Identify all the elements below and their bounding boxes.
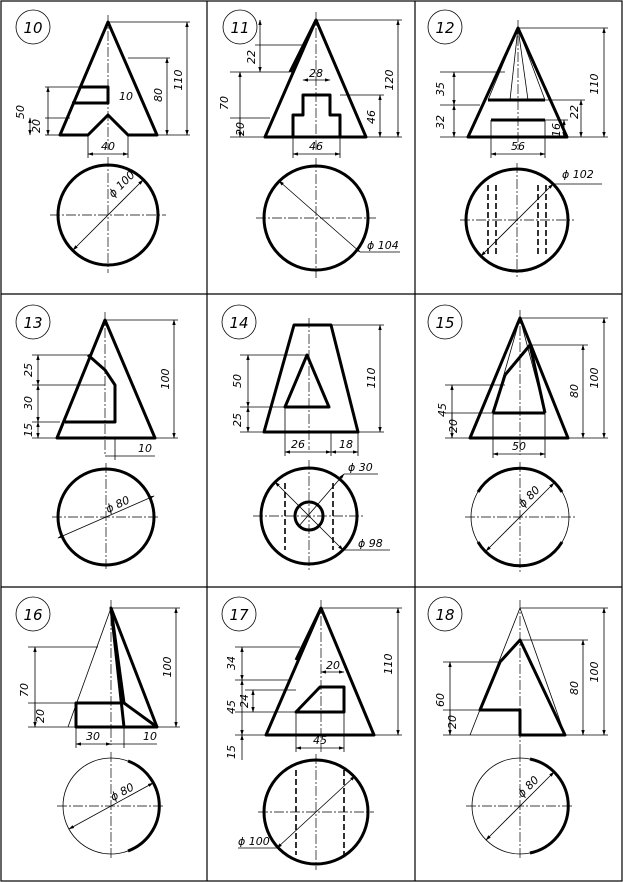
problem-12 bbox=[428, 10, 608, 277]
dimension-label: 100 bbox=[588, 367, 601, 389]
dimension-label: 15 bbox=[435, 314, 455, 332]
problem-13 bbox=[16, 305, 178, 571]
dimension-label: 10 bbox=[138, 442, 152, 455]
dimension-label: 50 bbox=[512, 440, 526, 453]
problem-number: 10 bbox=[23, 19, 43, 37]
cutout bbox=[293, 95, 340, 137]
dimension-label: 32 bbox=[434, 115, 447, 129]
dimension-label: ϕ 100 bbox=[105, 168, 138, 201]
dimension-label: ϕ 102 bbox=[562, 168, 594, 181]
dimension-label: 45 bbox=[436, 403, 449, 417]
dimension-label: 110 bbox=[172, 69, 185, 91]
problem-number-badge bbox=[223, 10, 257, 44]
dimension-label: 45 bbox=[225, 700, 238, 714]
dimension-label: 12 bbox=[435, 19, 455, 37]
dimension-label: 20 bbox=[234, 122, 247, 136]
dimension-label: ϕ 80 bbox=[514, 773, 542, 801]
problem-16 bbox=[16, 597, 180, 860]
dimension-label: 100 bbox=[161, 656, 174, 678]
problem-number-badge bbox=[222, 597, 256, 631]
frustum-outline bbox=[264, 325, 358, 432]
problem-number-badge bbox=[16, 305, 50, 339]
cone-outline bbox=[57, 320, 155, 438]
dimension-label: 25 bbox=[231, 413, 244, 427]
dimension-label: 15 bbox=[22, 423, 35, 437]
dimension-label: 56 bbox=[511, 140, 525, 153]
dimension-label: 30 bbox=[22, 396, 35, 410]
dimension-label: 26 bbox=[291, 438, 305, 451]
cutout bbox=[285, 355, 329, 407]
cone-outline bbox=[266, 608, 374, 735]
dimension-label: 80 bbox=[568, 681, 581, 695]
dimension-label: 100 bbox=[588, 661, 601, 683]
dimension-label: 80 bbox=[152, 88, 165, 102]
dimension-label: 110 bbox=[382, 653, 395, 675]
dimension-label: ϕ 80 bbox=[515, 483, 543, 511]
dimension-label: 100 bbox=[159, 368, 172, 390]
dimension-label: 28 bbox=[309, 67, 323, 80]
dimension-label: ϕ 104 bbox=[367, 239, 399, 252]
cutout bbox=[76, 703, 124, 727]
dimension-label: 120 bbox=[383, 69, 396, 91]
dimension-label: 80 bbox=[568, 384, 581, 398]
dimension-label: 15 bbox=[225, 745, 238, 759]
cutout bbox=[65, 355, 115, 422]
cutout bbox=[296, 687, 344, 712]
problem-17 bbox=[222, 597, 402, 870]
dimension-label: 10 bbox=[143, 730, 157, 743]
dimension-label: ϕ 80 bbox=[108, 780, 137, 804]
dimension-label: 25 bbox=[22, 363, 35, 377]
dimension-label: 20 bbox=[30, 119, 43, 133]
dimension-label: 50 bbox=[14, 105, 27, 119]
dimension-label: 30 bbox=[86, 730, 100, 743]
dimension-label: 110 bbox=[588, 73, 601, 95]
dimension-label: 110 bbox=[365, 367, 378, 389]
problem-10 bbox=[14, 10, 190, 273]
dimension-label: 70 bbox=[218, 96, 231, 110]
dimension-label: ϕ 98 bbox=[358, 537, 383, 550]
dimension-label: 46 bbox=[365, 110, 378, 124]
dimension-label: 34 bbox=[225, 656, 238, 670]
problem-14 bbox=[222, 305, 390, 572]
dimension-label: 16 bbox=[550, 123, 563, 137]
dimension-label: 22 bbox=[245, 50, 258, 64]
dimension-label: 18 bbox=[339, 438, 353, 451]
dimension-label: 17 bbox=[229, 606, 249, 624]
cone-outline bbox=[60, 22, 157, 135]
dimension-label: 20 bbox=[447, 419, 460, 433]
dimension-label: 20 bbox=[326, 659, 340, 672]
problem-18 bbox=[428, 597, 608, 860]
dimension-label: 13 bbox=[23, 314, 43, 332]
cone-outline bbox=[470, 318, 568, 438]
dimension-label: 16 bbox=[23, 606, 43, 624]
problem-number-badge bbox=[428, 597, 462, 631]
problem-number-badge bbox=[222, 305, 256, 339]
dimension-label: 11 bbox=[230, 19, 250, 37]
dimension-label: 50 bbox=[231, 374, 244, 388]
dimension-label: 20 bbox=[34, 709, 47, 723]
dimension-label: ϕ 80 bbox=[103, 493, 132, 516]
problem-number-badge bbox=[428, 10, 462, 44]
dimension-label: 46 bbox=[309, 140, 323, 153]
dimension-label: 40 bbox=[101, 140, 115, 153]
dimension-label: ϕ 30 bbox=[348, 461, 373, 474]
grid-frame bbox=[1, 1, 622, 881]
problem-number-badge bbox=[16, 10, 50, 44]
dimension-label: 60 bbox=[434, 693, 447, 707]
problem-15 bbox=[428, 305, 608, 572]
dimension-label: ϕ 100 bbox=[238, 835, 270, 848]
dimension-label: 45 bbox=[313, 734, 327, 747]
dimension-label: 18 bbox=[435, 606, 455, 624]
dimension-label: 20 bbox=[446, 715, 459, 729]
dimension-label: 35 bbox=[434, 82, 447, 96]
dimension-label: 14 bbox=[229, 314, 249, 332]
cut-edge bbox=[505, 345, 530, 375]
dimension-label: 24 bbox=[238, 694, 251, 708]
problem-number-badge bbox=[428, 305, 462, 339]
dimension-label: 22 bbox=[568, 105, 581, 119]
dimension-label: 10 bbox=[119, 90, 133, 103]
problem-11 bbox=[218, 10, 402, 278]
dimension-label: 70 bbox=[18, 683, 31, 697]
problem-number-badge bbox=[16, 597, 50, 631]
cone-cut-outline bbox=[480, 640, 565, 735]
